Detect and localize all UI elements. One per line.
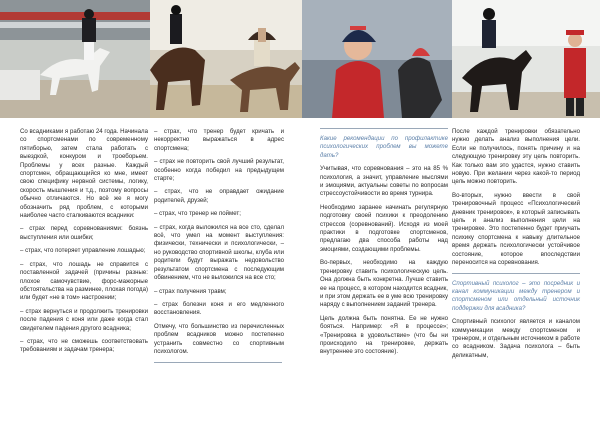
interview-question: Спортивный психолог – это посредник и канал коммуникации между тренером и спортсменом или отдельный источник поддержки для всадника? (452, 279, 580, 312)
photo-rider-white-horse (0, 0, 150, 118)
outro-paragraph: Отмечу, что большинство из перечисленных проблем всадников можно постепенно устранить совместно со спортивным психологом. (154, 322, 284, 355)
list-item: – страх, когда выложился на все сто, сделал всё, что умел на момент выступления: физически, технически и психологически, – но руководство спортивной школы, клуба или родители будут выражать недовольство результатом спортсмена с последующим обвинением, что не выложился на все сто; (154, 223, 284, 282)
answer-paragraph: Учитывая, что соревнования – это на 85 % психология, а значит, управление мыслями и эмоциями, актуальны советы по вопросам стрессоустойчивости во время турнира. (320, 165, 448, 198)
answer-paragraph: Спортивный психолог является и каналом коммуникации между спортсменом и тренером, и отдельным источником в работе со всадником. Задача психолога – быть деликатным, (452, 318, 580, 359)
section-divider (154, 362, 282, 363)
intro-paragraph: Со всадниками я работаю 24 года. Начинала со спортсменами по современному пятиборью, затем стала работать с выездкой, конкуром и троеборьем. Проблемы у всех разные. Каждый спортсмен, обращающийся ко мне, имеет свою специфику нервной системы, логику, скорость мышления и т.д., поэтому вопросы обычно отличаются. Но всё же я могу обозначить ряд проблем, с которыми наиболее часто сталкиваются всадники: (20, 128, 148, 220)
interview-question: Какие рекомендации по профилактике психологических проблем вы можете дать? (320, 135, 448, 159)
list-item: – страх получения травм; (154, 287, 227, 295)
text-column-4 (452, 128, 580, 365)
list-item: – страх болезни коня и его медленного восстановления. (154, 300, 284, 317)
list-item: – страх, что не оправдает ожидание родителей, друзей; (154, 188, 284, 204)
list-item: – страх перед соревнованиями: боязнь выступления или ошибки; (20, 225, 148, 241)
list-item: – страх, что тренер будет кричать и некорректно выражаться в адрес спортсмена; (154, 128, 284, 152)
text-column-1 (20, 128, 148, 360)
list-item: – страх, что не сможешь соответствовать требованиям и задачам тренера; (20, 337, 148, 354)
section-divider (452, 273, 580, 274)
answer-paragraph: Во-вторых, нужно ввести в свой тренировочный процесс «Психологический дневник тренировок», в который записывать цель и анализ выполнения цели на тренировке. Это постепенно будет приучать психику спортсмена к навыку длительное время держать психологически устойчивое состояние, которое впоследствии переносится на соревнования. (452, 191, 580, 267)
list-item: – страх, что потеряет управление лошадью; (20, 247, 146, 255)
photo-rider-red-jacket (302, 0, 452, 118)
list-item: – страх, что тренер не поймет; (154, 210, 241, 218)
list-item: – страх вернуться и продолжить тренировки после падения с коня или даже когда стал свидетелем падения другого всадника; (20, 307, 148, 332)
answer-paragraph: После каждой тренировки обязательно нужно делать анализ выполнения цели. Если не получилось, понять причину и на следующую тренировку эту цель повторить. Как только вам это удастся, нужно ставить новую. При желании через какой-то период цель можно повторить. (452, 128, 580, 186)
list-item: – страх не повторить свой лучший результат, особенно когда победил на предыдущем старте; (154, 158, 284, 183)
photo-rider-and-coach (452, 0, 600, 118)
photo-icon (302, 0, 452, 118)
photo-icon (150, 0, 302, 118)
text-column-3 (320, 128, 448, 362)
photo-rider-dark-horse (150, 0, 302, 118)
photo-strip (0, 0, 600, 118)
answer-paragraph: Во-первых, необходимо на каждую тренировку ставить психологическую цель. Она должна быть конкретна. Лучше ставить ее на процесс, в котором находится всадник, и при этом держать ее в уме всю тренировку наряду с выполнением заданий тренера. (320, 259, 448, 309)
answer-paragraph: Цель должна быть понятна. Ее не нужно бояться. Например: «Я в процессе»; «Тренировка в удовольствие» (что бы ни происходило на тренировке, держать внутреннее это состояние). (320, 314, 448, 356)
section-divider (320, 128, 448, 129)
list-item: – страх, что лошадь не справится с поставленной задачей (причины разные: плохое самочувствие, форс-мажорные обстоятельства на разминке, плохая погода) или будет «не в том» настроении; (20, 260, 148, 302)
photo-icon (452, 0, 600, 118)
photo-icon (0, 0, 150, 118)
text-column-2 (154, 128, 284, 363)
answer-paragraph: Необходимо заранее начинать регулярную подготовку своей психики к преодолению стрессов (соревнований). Исходя из моей практики в подготовке спортсменов, предлагаю два способа работы над эмоциями, создающими проблемы. (320, 203, 448, 253)
